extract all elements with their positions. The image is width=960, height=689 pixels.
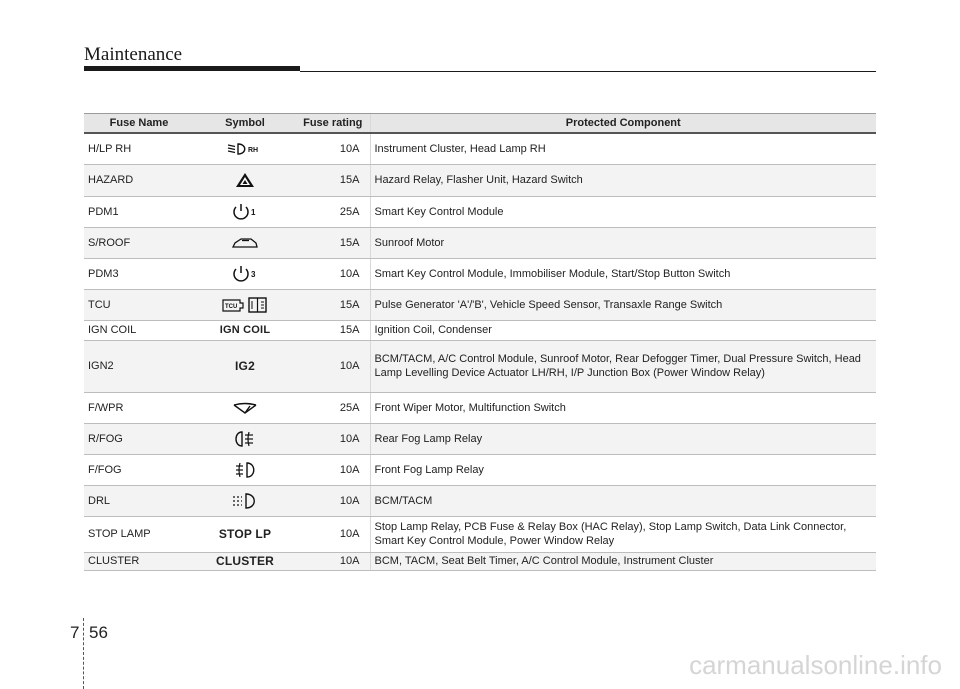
protected-component: Smart Key Control Module, Immobiliser Module, Start/Stop Button Switch	[370, 258, 876, 289]
column-header-symbol: Symbol	[194, 114, 296, 134]
fuse-name: H/LP RH	[84, 133, 194, 164]
protected-component: BCM/TACM, A/C Control Module, Sunroof Motor, Rear Defogger Timer, Dual Pressure Switch, Head Lamp Levelling Device Actuator LH/RH, I/P Junction Box (Power Window Relay)	[370, 340, 876, 392]
sunroof-icon	[231, 235, 259, 251]
fuse-symbol	[194, 516, 296, 552]
fuse-symbol	[194, 454, 296, 485]
protected-component: Instrument Cluster, Head Lamp RH	[370, 133, 876, 164]
protected-component: Front Fog Lamp Relay	[370, 454, 876, 485]
column-header-fuse-name: Fuse Name	[84, 114, 194, 134]
fuse-symbol-text: IG2	[235, 358, 255, 373]
fuse-rating: 10A	[296, 454, 370, 485]
protected-component: Stop Lamp Relay, PCB Fuse & Relay Box (HAC Relay), Stop Lamp Switch, Data Link Connector, Smart Key Control Module, Power Window Relay	[370, 516, 876, 552]
power-1-icon	[230, 203, 260, 221]
front-wiper-icon	[232, 400, 258, 416]
protected-component: BCM, TACM, Seat Belt Timer, A/C Control Module, Instrument Cluster	[370, 552, 876, 570]
table-row	[84, 423, 876, 454]
fuse-name: F/FOG	[84, 454, 194, 485]
fuse-name: PDM1	[84, 196, 194, 227]
footer-divider	[83, 618, 84, 689]
table-row	[84, 454, 876, 485]
fuse-name: DRL	[84, 485, 194, 516]
front-fog-icon	[232, 461, 258, 479]
tcu-label: TCU	[225, 303, 238, 310]
fuse-symbol	[194, 196, 296, 227]
headlamp-rh-label: RH	[248, 146, 259, 154]
chapter-number: 7	[70, 623, 80, 642]
fuse-symbol	[194, 164, 296, 196]
fuse-rating: 15A	[296, 289, 370, 320]
fuse-rating: 10A	[296, 423, 370, 454]
fuse-rating: 10A	[296, 133, 370, 164]
fuse-name: HAZARD	[84, 164, 194, 196]
watermark: carmanualsonline.info	[689, 650, 942, 680]
fuse-name: CLUSTER	[84, 552, 194, 570]
fuse-symbol	[194, 552, 296, 570]
fuse-symbol	[194, 258, 296, 289]
power-1-label: 1	[251, 207, 256, 217]
fuse-name: IGN2	[84, 340, 194, 392]
fuse-name: PDM3	[84, 258, 194, 289]
fuse-rating: 25A	[296, 196, 370, 227]
table-row	[84, 485, 876, 516]
table-row	[84, 258, 876, 289]
table-header-row	[84, 114, 876, 134]
fuse-symbol	[194, 485, 296, 516]
table-row	[84, 196, 876, 227]
fuse-name: F/WPR	[84, 392, 194, 423]
hazard-triangle-icon	[235, 172, 255, 188]
fuse-symbol	[194, 320, 296, 340]
protected-component: Smart Key Control Module	[370, 196, 876, 227]
headlamp-rh-icon	[225, 141, 265, 157]
column-header-protected-component: Protected Component	[370, 114, 876, 134]
protected-component: Pulse Generator 'A'/'B', Vehicle Speed Sensor, Transaxle Range Switch	[370, 289, 876, 320]
protected-component: Front Wiper Motor, Multifunction Switch	[370, 392, 876, 423]
fuse-table	[84, 113, 876, 571]
table-row	[84, 164, 876, 196]
tcu-icon	[220, 296, 270, 314]
fuse-rating: 10A	[296, 552, 370, 570]
fuse-name: R/FOG	[84, 423, 194, 454]
fuse-symbol-text: IGN COIL	[219, 324, 271, 336]
fuse-name: S/ROOF	[84, 227, 194, 258]
table-row	[84, 133, 876, 164]
table-row	[84, 227, 876, 258]
fuse-rating: 10A	[296, 516, 370, 552]
fuse-symbol	[194, 227, 296, 258]
fuse-symbol	[194, 392, 296, 423]
protected-component: Ignition Coil, Condenser	[370, 320, 876, 340]
power-3-icon	[230, 265, 260, 283]
fuse-rating: 15A	[296, 164, 370, 196]
page-section-title: Maintenance	[84, 44, 183, 65]
fuse-symbol	[194, 423, 296, 454]
fuse-symbol	[194, 133, 296, 164]
column-header-fuse-rating: Fuse rating	[296, 114, 370, 134]
fuse-name: IGN COIL	[84, 320, 194, 340]
fuse-name: STOP LAMP	[84, 516, 194, 552]
fuse-symbol-text: STOP LP	[218, 526, 272, 541]
header-bar	[84, 66, 300, 71]
fuse-name: TCU	[84, 289, 194, 320]
table-row	[84, 552, 876, 570]
fuse-rating: 10A	[296, 340, 370, 392]
protected-component: Sunroof Motor	[370, 227, 876, 258]
fuse-rating: 25A	[296, 392, 370, 423]
protected-component: BCM/TACM	[370, 485, 876, 516]
fuse-rating: 15A	[296, 320, 370, 340]
table-row	[84, 392, 876, 423]
page-number: 56	[89, 623, 108, 642]
protected-component: Hazard Relay, Flasher Unit, Hazard Switch	[370, 164, 876, 196]
rear-fog-icon	[232, 430, 258, 448]
fuse-symbol	[194, 289, 296, 320]
fuse-rating: 10A	[296, 258, 370, 289]
drl-icon	[230, 492, 260, 510]
header-rule	[300, 71, 876, 72]
fuse-rating: 10A	[296, 485, 370, 516]
power-3-label: 3	[251, 269, 256, 279]
protected-component: Rear Fog Lamp Relay	[370, 423, 876, 454]
fuse-symbol	[194, 340, 296, 392]
fuse-symbol-text: CLUSTER	[215, 553, 275, 568]
fuse-rating: 15A	[296, 227, 370, 258]
table-row	[84, 516, 876, 552]
table-row	[84, 340, 876, 392]
table-row	[84, 320, 876, 340]
table-row	[84, 289, 876, 320]
